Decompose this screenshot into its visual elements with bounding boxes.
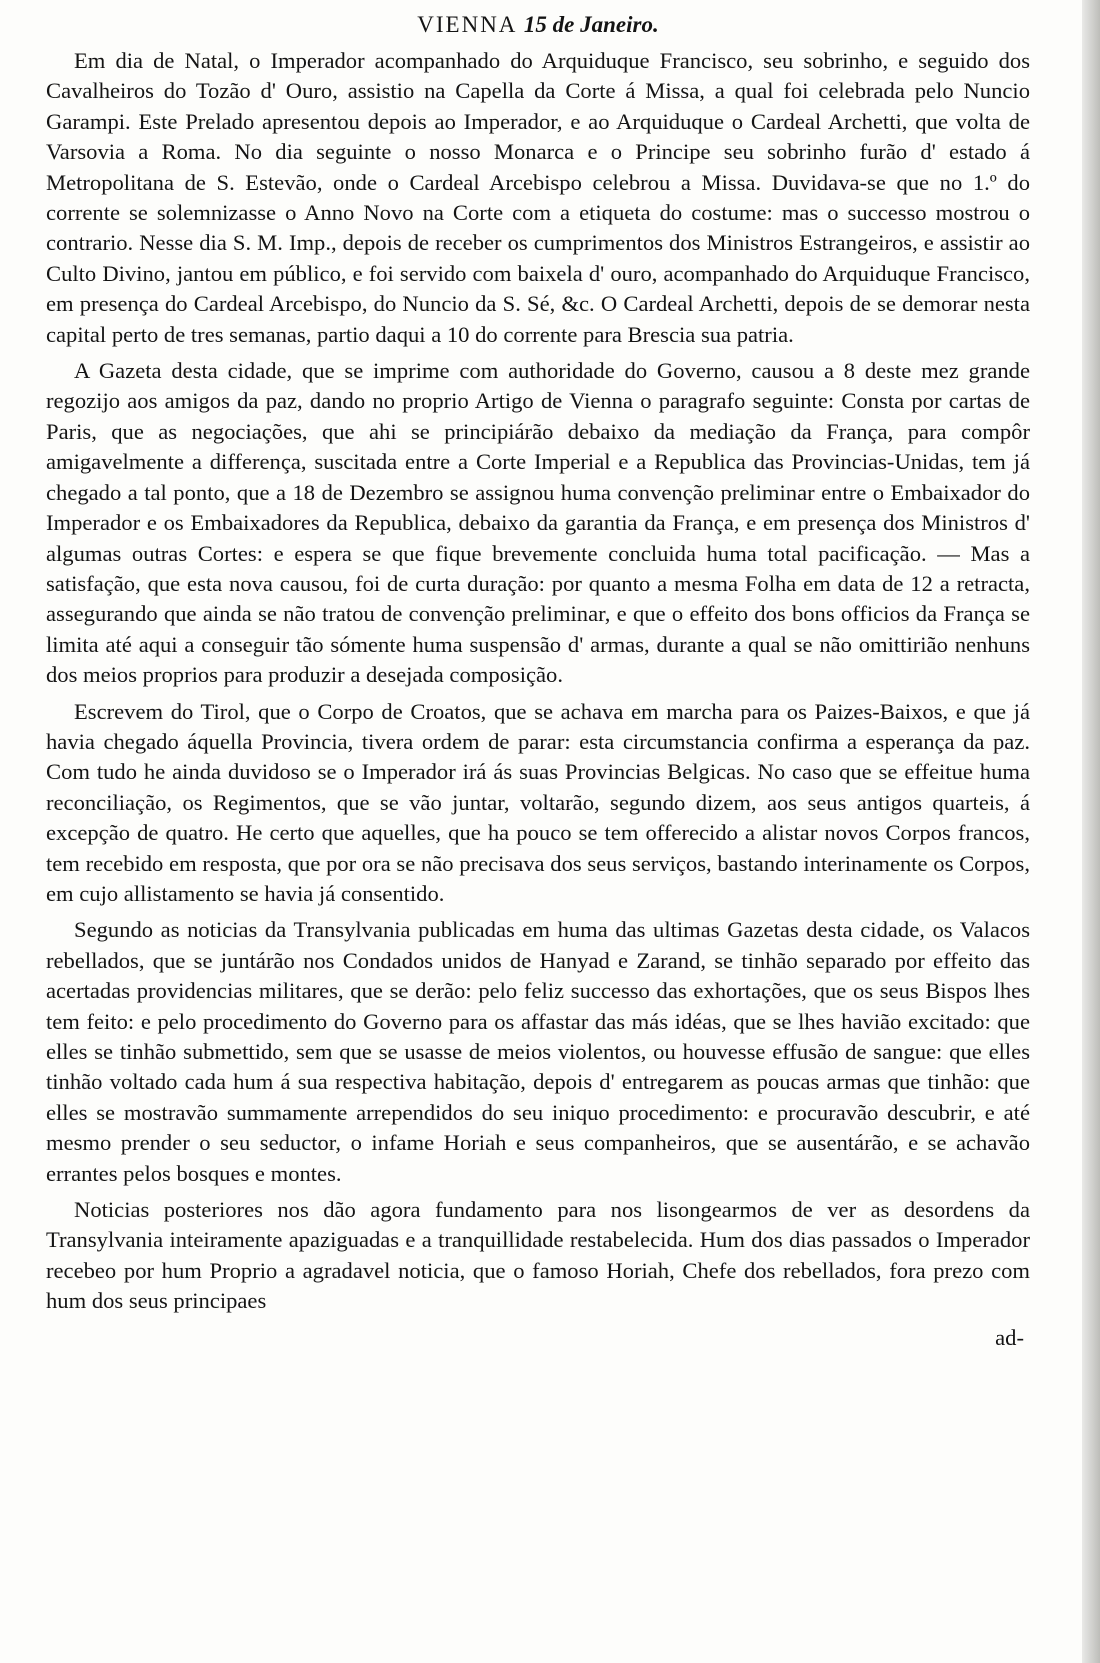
paragraph-christmas-mass: Em dia de Natal, o Imperador acompanhado do Arquiduque Francisco, seu sobrinho, e seguido dos Cavalheiros do Tozão d' Ouro, assistio na Capella da Corte á Missa, a qual foi celebrada pelo Nuncio Garampi. Este Prelado apresentou depois ao Imperador, e ao Arquiduque o Cardeal Archetti, que volta de Varsovia a Roma. No dia seguinte o nosso Monarca e o Principe seu sobrinho furão d' estado á Metropolitana de S. Estevão, onde o Cardeal Arcebispo celebrou a Missa. Duvidava-se que no 1.º do corrente se solemnizasse o Anno Novo na Corte com a etiqueta do costume: mas o successo mostrou o contrario. Nesse dia S. M. Imp., depois de receber os cumprimentos dos Ministros Estrangeiros, e assistir ao Culto Divino, jantou em público, e foi servido com baixela d' ouro, acompanhado do Arquiduque Francisco, em presença do Cardeal Arcebispo, do Nuncio da S. Sé, &c. O Cardeal Archetti, depois de se demorar nesta capital perto de tres semanas, partio daqui a 10 do corrente para Brescia sua patria. bbox=[46, 48, 1030, 347]
paragraph-tirol-croats: Escrevem do Tirol, que o Corpo de Croatos, que se achava em marcha para os Paizes-Baixos, e que já havia chegado áquella Provincia, tivera ordem de parar: esta circumstancia confirma a esperança da paz. Com tudo he ainda duvidoso se o Imperador irá ás suas Provincias Belgicas. No caso que se effeitue huma reconciliação, os Regimentos, que se vão juntar, voltarão, segundo dizem, aos seus antigos quarteis, á excepção de quatro. He certo que aquelles, que ha pouco se tem offerecido a alistar novos Corpos francos, tem recebido em resposta, que por ora se não precisava dos seus serviços, bastando interinamente os Corpos, em cujo allistamento se havia já consentido. bbox=[46, 698, 1030, 906]
page-edge-shadow bbox=[1082, 0, 1100, 1663]
paragraph-gazette-peace: A Gazeta desta cidade, que se imprime com authoridade do Governo, causou a 8 deste mez grande regozijo aos amigos da paz, dando no proprio Artigo de Vienna o paragrafo seguinte: Consta por cartas de Paris, que as negociações, que ahi se principiárão debaixo da mediação da França, para compôr amigavelmente a differença, suscitada entre a Corte Imperial e a Republica das Provincias-Unidas, tem já chegado a tal ponto, que a 18 de Dezembro se assignou huma convenção preliminar entre o Embaixador do Imperador e os Embaixadores da Republica, debaixo da garantia da França, e em presença dos Ministros d' algumas outras Cortes: e espera se que fique brevemente concluida huma total pacificação. — Mas a satisfação, que esta nova causou, foi de curta duração: por quanto a mesma Folha em data de 12 a retracta, assegurando que ainda se não tratou de convenção preliminar, e que o effeito dos bons officios da França se limita até aqui a conseguir tão sómente huma suspensão d' armas, durante a qual se não omittirião nenhuns dos meios proprios para produzir a desejada composição. bbox=[46, 358, 1030, 688]
dateline-date: 15 de Janeiro. bbox=[523, 12, 659, 37]
dateline bbox=[46, 10, 1030, 40]
article-column bbox=[46, 4, 1030, 1353]
catchword: ad- bbox=[995, 1324, 1024, 1350]
paragraph-transylvania-horiah: Noticias posteriores nos dão agora fundamento para nos lisongearmos de ver as desordens da Transylvania inteiramente apaziguadas e a tranquillidade restabelecida. Hum dos dias passados o Imperador recebeo por hum Proprio a agradavel noticia, que o famoso Horiah, Chefe dos rebellados, fora prezo com hum dos seus principaes bbox=[46, 1197, 1030, 1314]
dateline-city: VIENNA bbox=[417, 12, 517, 37]
paragraph-transylvania-valacos: Segundo as noticias da Transylvania publicadas em huma das ultimas Gazetas desta cidade, os Valacos rebellados, que se juntárão nos Condados unidos de Hanyad e Zarand, se tinhão separado por effeito das acertadas providencias militares, que se derão: pelo feliz successo das exhortações, que os seus Bispos lhes tem feito: e pelo procedimento do Governo para os affastar das más idéas, que se lhes havião excitado: que elles se tinhão submettido, sem que se usasse de meios violentos, ou houvesse effusão de sangue: que elles tinhão voltado cada hum á sua respectiva habitação, depois d' entregarem as poucas armas que tinhão: que elles se mostravão summamente arrependidos do seu iniquo procedimento: e procuravão descubrir, e até mesmo prender o seu seductor, o infame Horiah e seus companheiros, que se ausentárão, e se achavão errantes pelos bosques e montes. bbox=[46, 917, 1030, 1186]
